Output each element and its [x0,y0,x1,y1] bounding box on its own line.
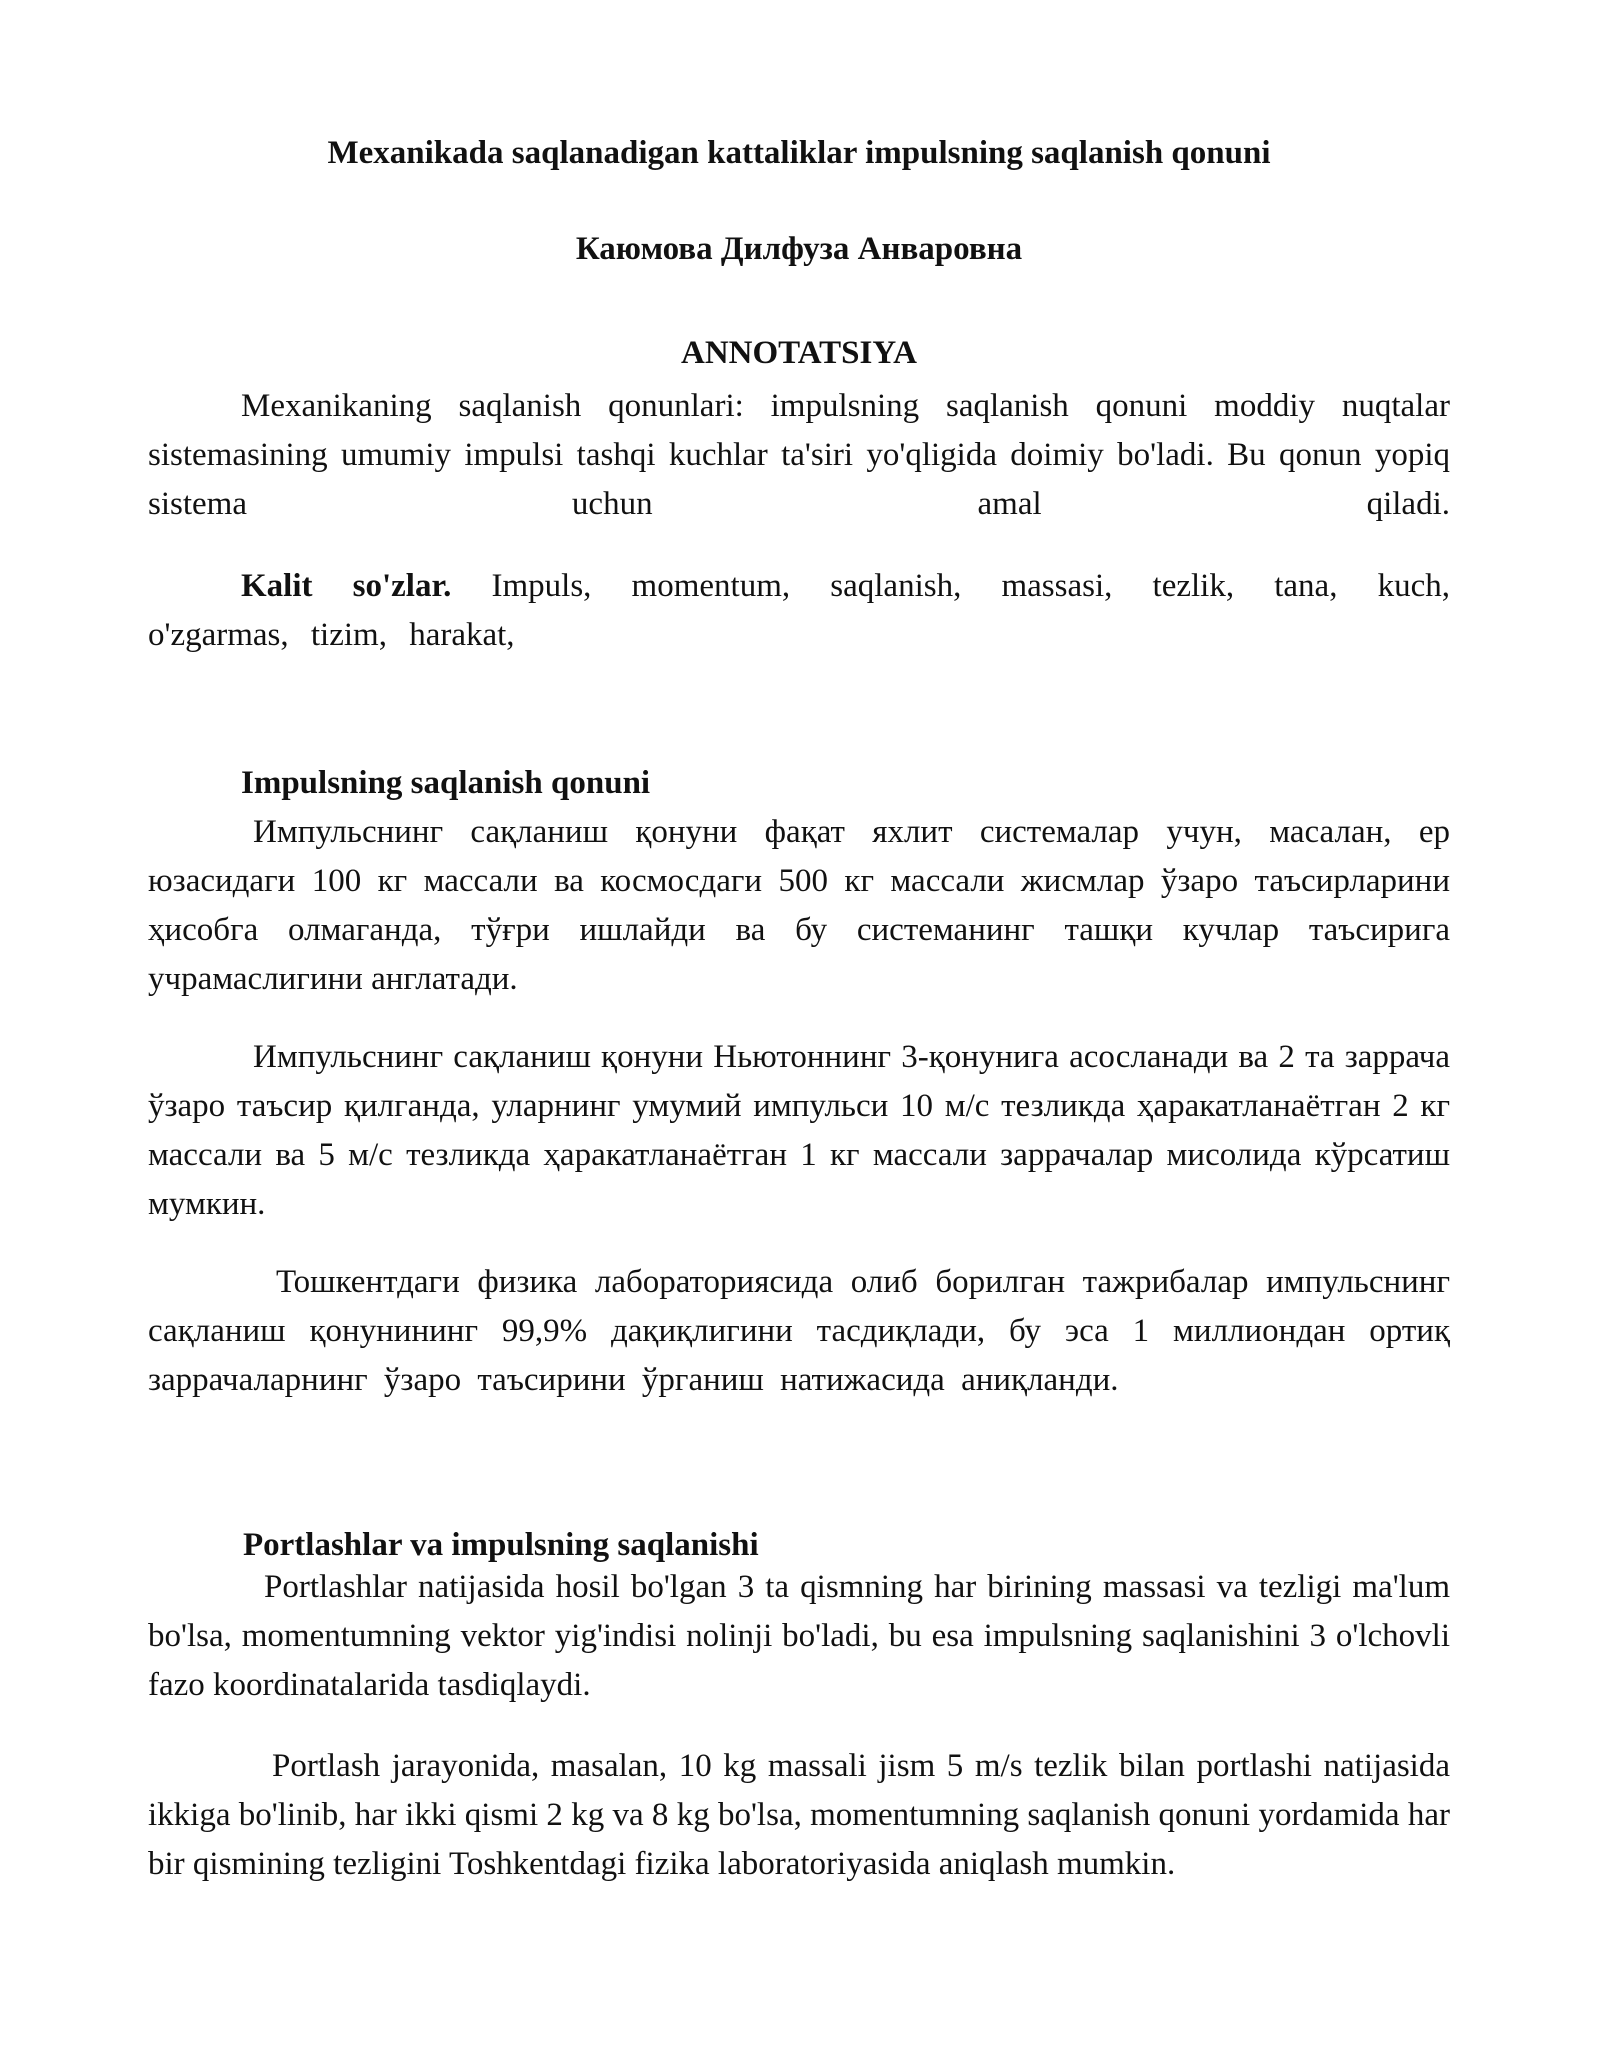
keywords-text: Impuls, momentum, saqlanish, massasi, tezlik, tana, kuch, o'zgarmas, tizim, harakat, [148,568,1450,653]
section2-paragraph-2: Portlash jarayonida, masalan, 10 kg massali jism 5 m/s tezlik bilan portlashi natijasida ikkiga bo'linib, har ikki qismi 2 kg va 8 kg bo'lsa, momentumning saqlanish qonuni yordamida har bir qismining tezligini Toshkentdagi fizika laboratoriyasida aniqlash mumkin. [148,1748,1450,1882]
document-page [148,0,1450,2070]
annotation-heading: ANNOTATSIYA [681,335,917,371]
annotation-text: Mexanikaning saqlanish qonunlari: impulsning saqlanish qonuni moddiy nuqtalar sistemasining umumiy impulsi tashqi kuchlar ta'siri yo'qligida doimiy bo'ladi. Bu qonun yopiq sistema uchun amal qiladi. [148,388,1450,522]
keywords-label: Kalit so'zlar. [241,568,452,604]
keywords-paragraph [148,562,1450,660]
section-heading-explosions: Portlashlar va impulsning saqlanishi [243,1527,759,1563]
author-name: Каюмова Дилфуза Анваровна [575,231,1023,267]
document-title: Mexanikada saqlanadigan kattaliklar impulsning saqlanish qonuni [327,135,1271,171]
section1-paragraph-2: Импульснинг сақланиш қонуни Ньютоннинг 3-қонунига асосланади ва 2 та заррача ўзаро таъсир қилганда, уларнинг умумий импульси 10 м/с тезликда ҳаракатланаётган 2 кг массали ва 5 м/с тезликда ҳаракатланаётган 1 кг массали заррачалар мисолида кўрсатиш мумкин. [148,1039,1450,1222]
section1-paragraph-3: Тошкентдаги физика лабораториясида олиб борилган тажрибалар импульснинг сақланиш қонунининг 99,9% дақиқлигини тасдиқлади, бу эса 1 миллиондан ортиқ заррачаларнинг ўзаро таъсирини ўрганиш натижасида аниқланди. [148,1264,1450,1398]
section2-paragraph-1: Portlashlar natijasida hosil bo'lgan 3 ta qismning har birining massasi va tezligi ma'lum bo'lsa, momentumning vektor yig'indisi nolinji bo'ladi, bu esa impulsning saqlanishini 3 o'lchovli fazo koordinatalarida tasdiqlaydi. [148,1569,1450,1703]
section1-paragraph-1: Импульснинг сақланиш қонуни фақат яхлит системалар учун, масалан, ер юзасидаги 100 кг массали ва космосдаги 500 кг массали жисмлар ўзаро таъсирларини ҳисобга олмаганда, тўғри ишлайди ва бу системанинг ташқи кучлар таъсирига учрамаслигини англатади. [148,814,1450,997]
section-heading-impulse-law: Impulsning saqlanish qonuni [241,765,651,801]
